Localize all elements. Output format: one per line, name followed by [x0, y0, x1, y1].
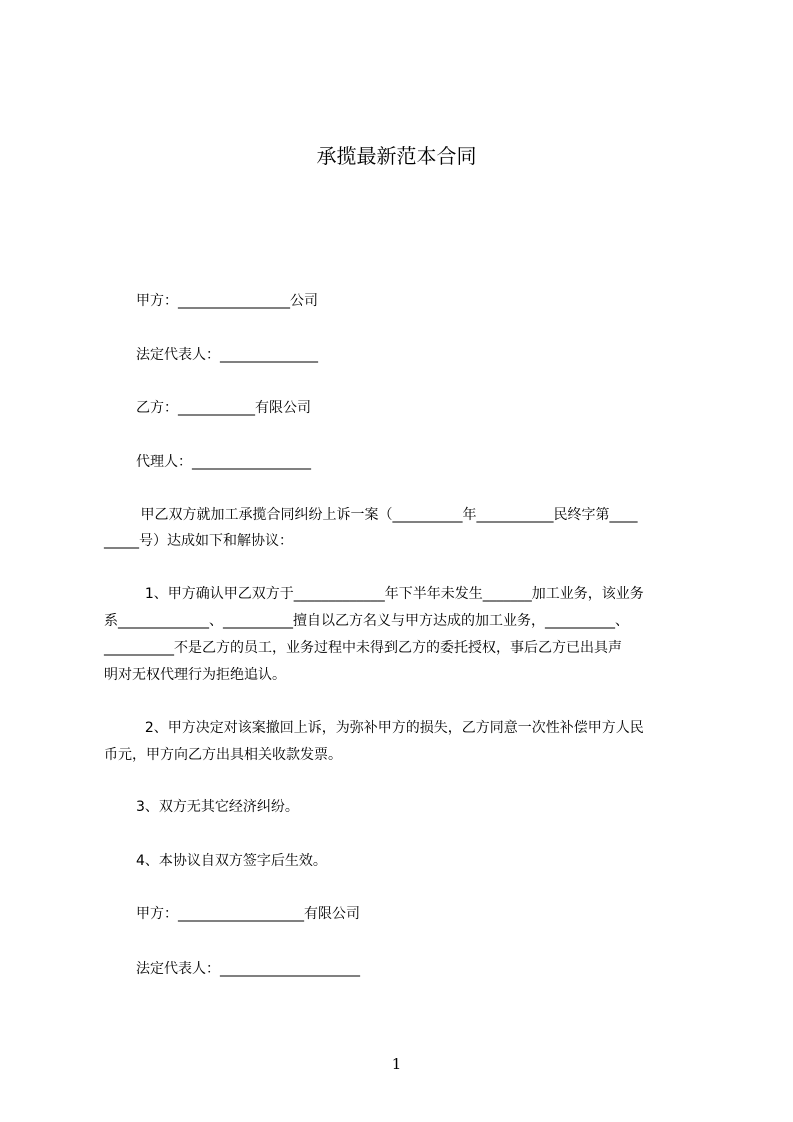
intro-paragraph-line-2: _____号）达成如下和解协议：	[104, 533, 293, 549]
clause-1-line-3: __________不是乙方的员工，业务过程中未得到乙方的委托授权，事后乙方已出具声	[104, 640, 622, 656]
signature-party-a: 甲方：__________________有限公司	[136, 906, 360, 922]
signature-legal-representative: 法定代表人：____________________	[136, 961, 360, 977]
intro-paragraph-line-1: 甲乙双方就加工承揽合同纠纷上诉一案（__________年___________民终字第____	[136, 507, 638, 523]
clause-4: 4、本协议自双方签字后生效。	[136, 853, 327, 869]
party-a-field: 甲方：________________公司	[136, 293, 318, 309]
clause-1-line-2: 系_____________、__________擅自以乙方名义与甲方达成的加工业务，__________、	[104, 613, 629, 629]
clause-2-line-1: 2、甲方决定对该案撤回上诉，为弥补甲方的损失，乙方同意一次性补偿甲方人民	[136, 720, 644, 736]
clause-3: 3、双方无其它经济纠纷。	[136, 799, 299, 815]
agent-field: 代理人：_________________	[136, 454, 311, 470]
document-title: 承揽最新范本合同	[316, 144, 477, 168]
clause-1-line-1: 1、甲方确认甲乙双方于_____________年下半年未发生_______加工业务，该业务	[136, 586, 644, 602]
clause-1-line-4: 明对无权代理行为拒绝追认。	[104, 667, 286, 683]
clause-2-line-2: 币元，甲方向乙方出具相关收款发票。	[104, 747, 342, 763]
page-number: 1	[391, 1055, 402, 1073]
party-b-field: 乙方：___________有限公司	[136, 400, 311, 416]
legal-representative-field: 法定代表人：______________	[136, 347, 318, 363]
